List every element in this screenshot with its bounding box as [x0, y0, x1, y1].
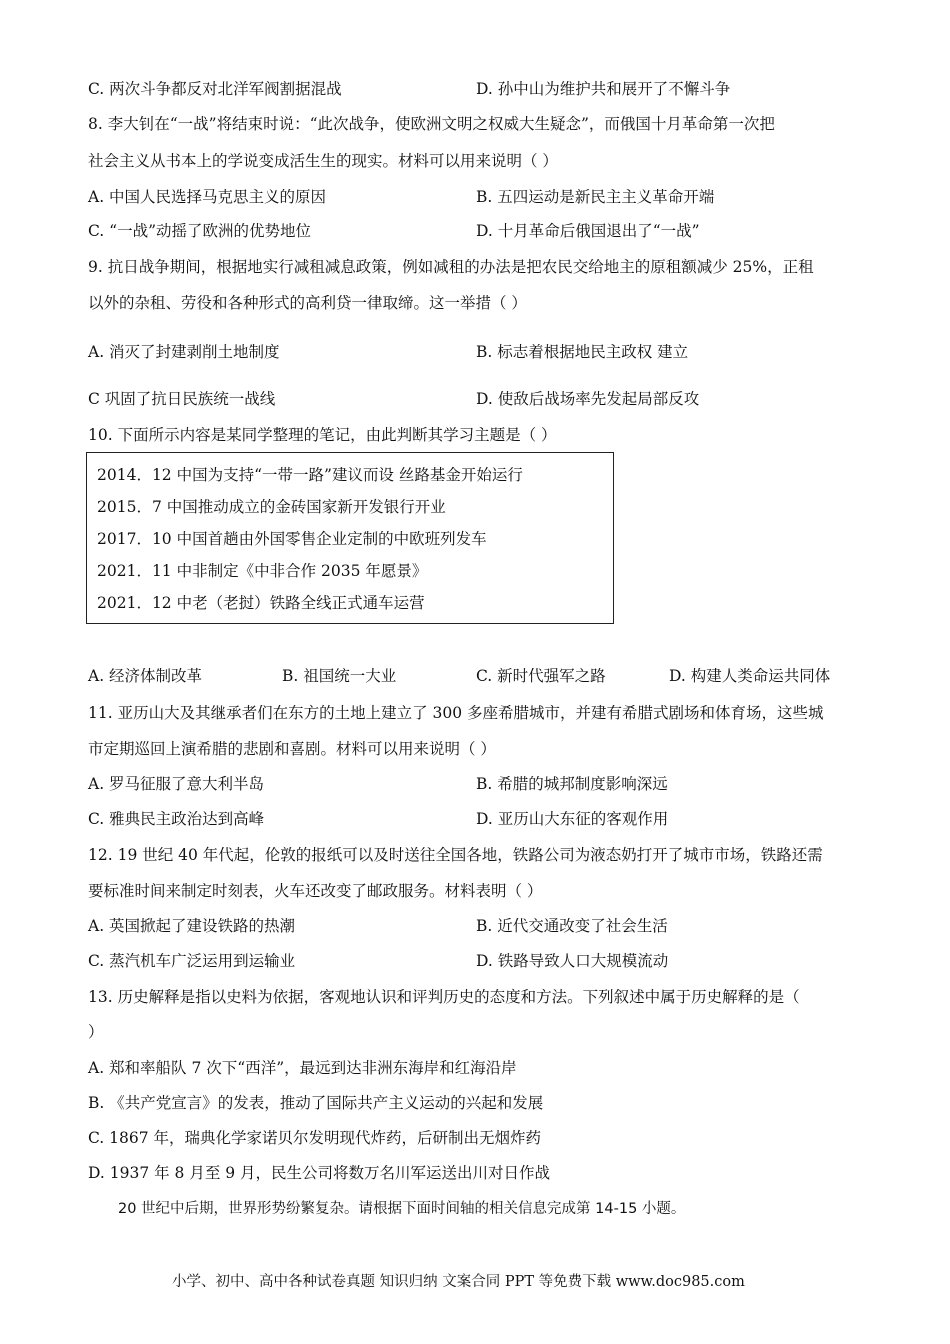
q12-option-a: A. 英国掀起了建设铁路的热潮: [88, 917, 296, 935]
q12-option-b: B. 近代交通改变了社会生活: [476, 917, 668, 935]
q10-option-a: A. 经济体制改革: [88, 667, 203, 685]
q11-option-b: B. 希腊的城邦制度影响深远: [476, 775, 668, 793]
q8-option-a: A. 中国人民选择马克思主义的原因: [88, 188, 327, 206]
q12-stem-line1: 12. 19 世纪 40 年代起，伦敦的报纸可以及时送往全国各地，铁路公司为液态奶打开了城市市场，铁路还需: [88, 846, 823, 864]
q11-option-c: C. 雅典民主政治达到高峰: [88, 810, 265, 828]
q9-option-a: A. 消灭了封建剥削土地制度: [88, 343, 280, 361]
q12-option-c: C. 蒸汽机车广泛运用到运输业: [88, 952, 296, 970]
q13-option-c: C. 1867 年，瑞典化学家诺贝尔发明现代炸药，后研制出无烟炸药: [88, 1129, 542, 1147]
q11-stem-line2: 市定期巡回上演希腊的悲剧和喜剧。材料可以用来说明（ ）: [88, 740, 496, 758]
q10-option-c: C. 新时代强军之路: [476, 667, 606, 685]
q8-stem-line1: 8. 李大钊在“一战”将结束时说：“此次战争，使欧洲文明之权威大生疑念”，而俄国十月革命第一次把: [88, 115, 775, 133]
q13-option-d: D. 1937 年 8 月至 9 月，民生公司将数万名川军运送出川对日作战: [88, 1164, 551, 1182]
q14-15-intro: 20 世纪中后期，世界形势纷繁复杂。请根据下面时间轴的相关信息完成第 14-15 小题。: [118, 1201, 686, 1217]
q13-stem-line1: 13. 历史解释是指以史料为依据，客观地认识和评判历史的态度和方法。下列叙述中属于历史解释的是（: [88, 988, 800, 1006]
q9-option-b: B. 标志着根据地民主政权 建立: [476, 343, 689, 361]
q11-option-a: A. 罗马征服了意大利半岛: [88, 775, 265, 793]
q8-option-d: D. 十月革命后俄国退出了“一战”: [476, 222, 700, 240]
page-footer: 小学、初中、高中各种试卷真题 知识归纳 文案合同 PPT 等免费下载 www.doc985.com: [172, 1274, 745, 1290]
q9-stem-line1: 9. 抗日战争期间，根据地实行减租减息政策，例如减租的办法是把农民交给地主的原租额减少 25%，正租: [88, 258, 814, 276]
q10-note-row: 2017．10 中国首趟由外国零售企业定制的中欧班列发车: [97, 530, 487, 548]
q10-note-row: 2014．12 中国为支持“一带一路”建议而设 丝路基金开始运行: [97, 466, 523, 484]
q7-option-c: C. 两次斗争都反对北洋军阀割据混战: [88, 80, 342, 98]
q13-option-b: B. 《共产党宣言》的发表，推动了国际共产主义运动的兴起和发展: [88, 1094, 544, 1112]
q8-option-b: B. 五四运动是新民主主义革命开端: [476, 188, 715, 206]
q10-notes-box: [86, 452, 614, 624]
q12-option-d: D. 铁路导致人口大规模流动: [476, 952, 669, 970]
q9-stem-line2: 以外的杂租、劳役和各种形式的高利贷一律取缔。这一举措（ ）: [88, 294, 527, 312]
q7-option-d: D. 孙中山为维护共和展开了不懈斗争: [476, 80, 731, 98]
q11-stem-line1: 11. 亚历山大及其继承者们在东方的土地上建立了 300 多座希腊城市，并建有希腊式剧场和体育场，这些城: [88, 704, 824, 722]
q10-note-row: 2015．7 中国推动成立的金砖国家新开发银行开业: [97, 498, 446, 516]
q13-option-a: A. 郑和率船队 7 次下“西洋”，最远到达非洲东海岸和红海沿岸: [88, 1059, 517, 1077]
q13-stem-line2: ）: [88, 1023, 104, 1041]
q10-option-b: B. 祖国统一大业: [282, 667, 397, 685]
q9-option-c: C 巩固了抗日民族统一战线: [88, 390, 276, 408]
q10-stem: 10. 下面所示内容是某同学整理的笔记，由此判断其学习主题是（ ）: [88, 426, 557, 444]
q8-stem-line2: 社会主义从书本上的学说变成活生生的现实。材料可以用来说明（ ）: [88, 152, 558, 170]
q12-stem-line2: 要标准时间来制定时刻表，火车还改变了邮政服务。材料表明（ ）: [88, 882, 543, 900]
q10-note-row: 2021．11 中非制定《中非合作 2035 年愿景》: [97, 562, 428, 580]
q9-option-d: D. 使敌后战场率先发起局部反攻: [476, 390, 700, 408]
q11-option-d: D. 亚历山大东征的客观作用: [476, 810, 669, 828]
q8-option-c: C. “一战”动摇了欧洲的优势地位: [88, 222, 312, 240]
q10-option-d: D. 构建人类命运共同体: [669, 667, 831, 685]
q10-note-row: 2021．12 中老（老挝）铁路全线正式通车运营: [97, 594, 425, 612]
